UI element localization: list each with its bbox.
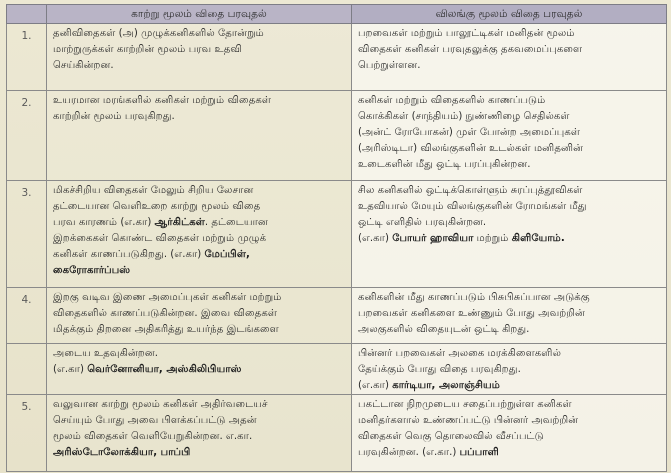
wind-cell xyxy=(47,91,352,181)
row-number: 4. xyxy=(7,288,47,344)
cell-line: காற்றின் மூலம் பரவுகிறது. xyxy=(53,111,175,122)
example-name: கைரோகார்ப்பஸ் xyxy=(53,265,131,276)
header-wind-dispersal: காற்று மூலம் விதை பரவுதல் xyxy=(47,5,352,24)
animal-cell xyxy=(352,395,667,472)
table-row xyxy=(7,395,667,472)
cell-line: தேய்க்கும் போது விதை பரவுகிறது. xyxy=(358,364,521,375)
example-name: மேப்பிள், xyxy=(204,249,250,260)
cell-line: விதைகள் வெகு தொலைவில் வீசப்பட்டு xyxy=(358,431,544,442)
wind-cell xyxy=(47,288,352,344)
wind-cell xyxy=(47,344,352,395)
text-run: (எ.கா) xyxy=(358,380,393,391)
text-run: மற்றும் xyxy=(473,233,512,244)
text-run: (எ.கா) xyxy=(358,233,393,244)
row-number: 2. xyxy=(7,91,47,181)
row-number xyxy=(7,344,47,395)
cell-line xyxy=(53,362,347,378)
example-name: ஆர்கிட்கள் xyxy=(154,217,205,228)
cell-line: பகட்டான நிறமுடைய சதைப்பற்றுள்ள கனிகள் xyxy=(358,399,572,410)
cell-line: செய்கின்றன. xyxy=(53,60,114,71)
cell-line: அடைய உதவுகின்றன. xyxy=(53,348,158,359)
table-row xyxy=(7,288,667,344)
table-row xyxy=(7,91,667,181)
animal-cell xyxy=(352,288,667,344)
cell-line: உயரமான மரங்களில் கனிகள் மற்றும் விதைகள் xyxy=(53,95,272,106)
cell-line: தட்டையான வெளிஉறை காற்று மூலம் விதை xyxy=(53,201,261,212)
cell-line: ஒட்டி எளிதில் பரவுகின்றன. xyxy=(358,217,487,228)
cell-line xyxy=(358,445,662,461)
wind-cell xyxy=(47,24,352,91)
table-header-row xyxy=(7,5,667,24)
cell-line: விதைகள் கனிகள் பரவுதலுக்கு தகவமைப்புகளை xyxy=(358,44,583,55)
cell-line: விதைகளில் காணப்படுகின்றன. இவை விதைகள் xyxy=(53,308,278,319)
animal-cell xyxy=(352,181,667,288)
cell-line: பறவைகள் கனிகளை உண்ணும் போது அவற்றின் xyxy=(358,308,585,319)
cell-line: மூலம் விதைகள் வெளியேறுகின்றன. எ.கா. xyxy=(53,431,253,442)
text-run: . தட்டையான xyxy=(204,217,268,228)
cell-line: (அரிஸ்டிடா) விலங்குகளின் உடல்கள் மனிதனின் xyxy=(358,143,584,154)
cell-line xyxy=(358,231,662,247)
cell-line: (அன்ட் ரோபோகன்) முள் போன்ற அமைப்புகள் xyxy=(358,127,581,138)
cell-line xyxy=(53,263,347,279)
cell-line: அலகுகளில் விதையுடன் ஒட்டி கிறது. xyxy=(358,324,530,335)
row-number: 3. xyxy=(7,181,47,288)
cell-line: மிகச்சிறிய விதைகள் மேலும் சிறிய லேசான xyxy=(53,185,254,196)
header-animal-dispersal: விலங்கு மூலம் விதை பரவுதல் xyxy=(352,5,667,24)
table-row xyxy=(7,181,667,288)
example-name: போயர் ஹாவியா xyxy=(392,233,474,244)
cell-line: உடைகளின் மீது ஒட்டி பரப்புகின்றன. xyxy=(358,159,531,170)
seed-dispersal-table xyxy=(6,4,667,472)
example-name: கார்டியா, அலாஞ்சியம் xyxy=(392,380,500,391)
cell-line: கொக்கிகள் (சாந்தியம்) நுண்ணிழை செதில்கள் xyxy=(358,111,570,122)
example-name: அரிஸ்டோலோக்கியா, பாப்பி xyxy=(53,447,191,458)
example-name: வெர்னோனியா, அஸ்கிலிபியாஸ் xyxy=(87,364,242,375)
example-name: பப்பாளி xyxy=(459,447,499,458)
animal-cell xyxy=(352,24,667,91)
cell-line xyxy=(53,215,347,231)
cell-line: செய்யும் போது அவை பிளக்கப்பட்டு அதன் xyxy=(53,415,257,426)
text-run: (எ.கா) xyxy=(53,364,88,375)
row-number: 5. xyxy=(7,395,47,472)
cell-line: வலுவான காற்று மூலம் கனிகள் அதிர்வடையச் xyxy=(53,399,268,410)
animal-cell xyxy=(352,91,667,181)
wind-cell xyxy=(47,181,352,288)
cell-line: பறவைகள் மற்றும் பாலூட்டிகள் மனிதன் மூலம் xyxy=(358,28,575,39)
animal-cell xyxy=(352,344,667,395)
wind-cell xyxy=(47,395,352,472)
cell-line: கனிகளின் மீது காணப்படும் பிசுபிசுப்பான அடுக்கு xyxy=(358,292,590,303)
text-run: பரவ காரணம் (எ.கா) xyxy=(53,217,155,228)
cell-line: உதவியால் மேயும் விலங்குகளின் ரோமங்கள் மீது xyxy=(358,201,587,212)
cell-line xyxy=(358,378,662,394)
table-row xyxy=(7,344,667,395)
cell-line: இறகு வடிவ இணை அமைப்புகள் கனிகள் மற்றும் xyxy=(53,292,282,303)
header-number xyxy=(7,5,47,24)
cell-line: கனிகள் மற்றும் விதைகளில் காணப்படும் xyxy=(358,95,546,106)
cell-line xyxy=(53,445,347,461)
cell-line: பெற்றுள்ளன. xyxy=(358,60,421,71)
table-row xyxy=(7,24,667,91)
cell-line: மனிதர்களால் உண்ணப்பட்டு பின்னர் அவற்றின் xyxy=(358,415,579,426)
cell-line: இறக்கைகள் கொண்ட விதைகள் மற்றும் முழுக் xyxy=(53,233,267,244)
cell-line: பின்னர் பறவைகள் அலகை மரக்கிளைகளில் xyxy=(358,348,562,359)
cell-line xyxy=(53,247,347,263)
cell-line: மாற்றுருக்கள் காற்றின் மூலம் பரவ உதவி xyxy=(53,44,243,55)
text-run: கனிகள் காணப்படுகிறது. (எ.கா) xyxy=(53,249,205,260)
cell-line: சில கனிகளில் ஒட்டிக்கொள்ளும் சுரப்புத்தூவிகள் xyxy=(358,185,583,196)
example-name: கிளியோம். xyxy=(511,233,565,244)
cell-line: தனிவிதைகள் (அ) முழுக்கனிகளில் தோன்றும் xyxy=(53,28,264,39)
cell-line: மிதக்கும் திறனை அதிகரித்து உயர்ந்த இடங்களை xyxy=(53,324,279,335)
row-number: 1. xyxy=(7,24,47,91)
text-run: பரவுகின்றன. (எ.கா.) xyxy=(358,447,460,458)
